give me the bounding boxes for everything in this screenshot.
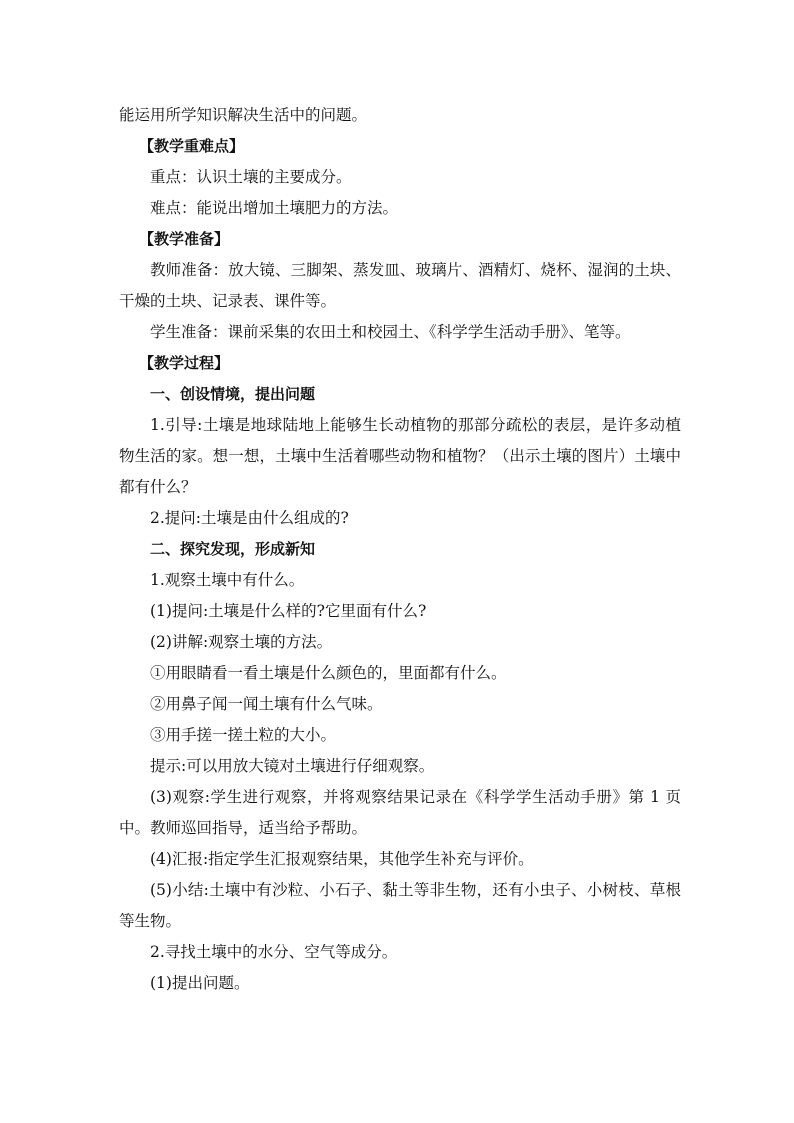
part1-title: 一、创设情境，提出问题 bbox=[150, 385, 316, 403]
intro-text: 能运用所学知识解决生活中的问题。 bbox=[119, 106, 368, 124]
key-point-text: 重点：认识土壤的主要成分。 bbox=[150, 168, 352, 186]
section-process-title: 【教学过程】 bbox=[139, 354, 230, 372]
part2-q5-text: (5)小结:土壤中有沙粒、小石子、黏土等非生物，还有小虫子、小树枝、草根等生物。 bbox=[119, 881, 681, 930]
document-page bbox=[119, 100, 681, 999]
part2-item1-text: 1.观察土壤中有什么。 bbox=[150, 571, 305, 589]
part2-title: 二、探究发现，形成新知 bbox=[150, 540, 316, 558]
part2-q3-text: (3)观察:学生进行观察，并将观察结果记录在《科学学生活动手册》第 1 页中。教师巡回指导，适当给予帮助。 bbox=[119, 788, 681, 837]
part2-q2-text: (2)讲解:观察土壤的方法。 bbox=[150, 633, 333, 651]
part1-item1-text: 1.引导:土壤是地球陆地上能够生长动植物的那部分疏松的表层，是许多动植物生活的家。想一想，土壤中生活着哪些动物和植物？（出示土壤的图片）土壤中都有什么？ bbox=[119, 416, 681, 496]
method-nose-text: ②用鼻子闻一闻土壤有什么气味。 bbox=[150, 695, 383, 713]
student-prep-text: 学生准备：课前采集的农田土和校园土、《科学学生活动手册》、笔等。 bbox=[150, 323, 631, 341]
teacher-prep-text: 教师准备：放大镜、三脚架、蒸发皿、玻璃片、酒精灯、烧杯、湿润的土块、干燥的土块、记录表、课件等。 bbox=[119, 261, 681, 310]
section-key-title: 【教学重难点】 bbox=[139, 137, 245, 155]
method-eye-text: ①用眼睛看一看土壤是什么颜色的，里面都有什么。 bbox=[150, 664, 507, 682]
part2-r1-text: (1)提出问题。 bbox=[150, 974, 250, 992]
part2-q1-text: (1)提问:土壤是什么样的?它里面有什么? bbox=[150, 602, 427, 620]
tip-text: 提示:可以用放大镜对土壤进行仔细观察。 bbox=[150, 757, 435, 775]
section-prep-title: 【教学准备】 bbox=[139, 230, 230, 248]
method-hand-text: ③用手搓一搓土粒的大小。 bbox=[150, 726, 337, 744]
difficult-point-text: 难点：能说出增加土壤肥力的方法。 bbox=[150, 199, 399, 217]
part2-q4-text: (4)汇报:指定学生汇报观察结果，其他学生补充与评价。 bbox=[150, 850, 534, 868]
part1-item2-text: 2.提问:土壤是由什么组成的? bbox=[150, 509, 349, 527]
part2-item2-text: 2.寻找土壤中的水分、空气等成分。 bbox=[150, 943, 398, 961]
